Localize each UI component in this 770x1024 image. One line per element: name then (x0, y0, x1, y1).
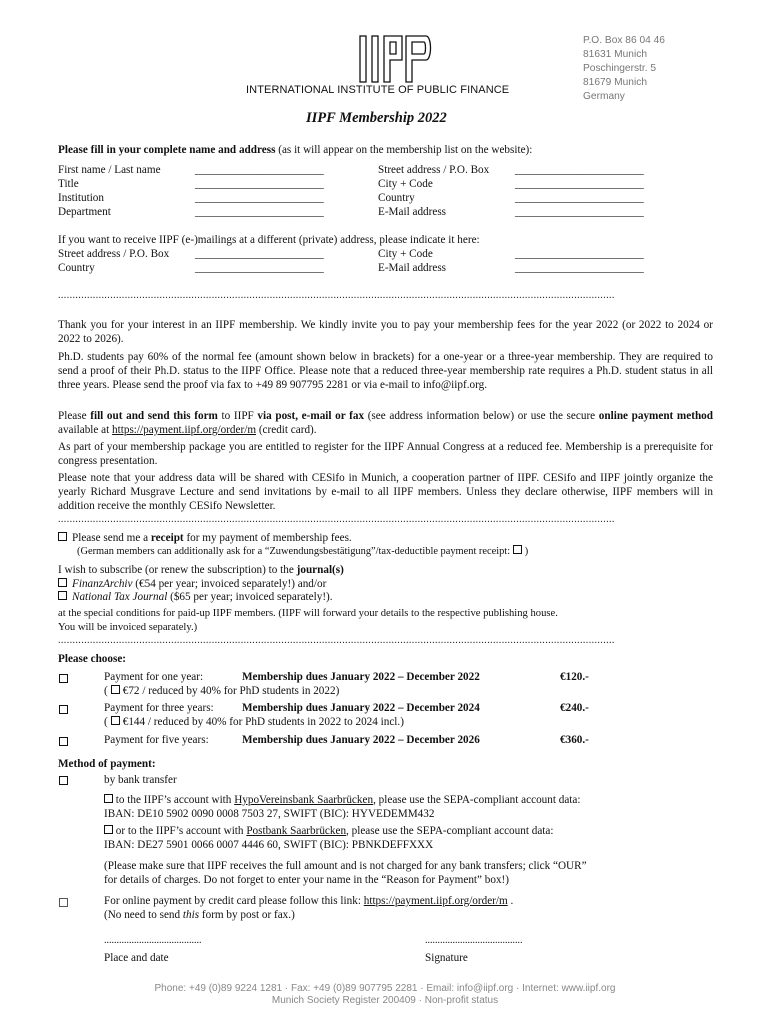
form-right-labels (378, 163, 489, 219)
fill-blank[interactable]: _______________________ (515, 262, 644, 274)
fill-blank[interactable]: _______________________ (195, 262, 324, 274)
zuwendung-checkbox[interactable] (513, 545, 522, 554)
place-date-label: Place and date (104, 952, 169, 964)
receipt-german: (German members can additionally ask for a “Zuwendungsbestätigung”/tax-deductible payment receipt: ) (77, 546, 529, 557)
fill-blank[interactable]: _______________________ (195, 192, 324, 204)
option-dues: Membership dues January 2022 – December 2024 (242, 702, 480, 714)
instruction: Please fill in your complete name and address (as it will appear on the membership list on the website): (58, 144, 533, 156)
account-hypo: to the IIPF’s account with HypoVereinsbank Saarbrücken, please use the SEPA-compliant account data: (104, 793, 581, 807)
iban-hypo: IBAN: DE10 5902 0090 0008 7503 27, SWIFT (BIC): HYVEDEMM432 (104, 808, 435, 820)
address-block (583, 34, 665, 104)
institute-name: INTERNATIONAL INSTITUTE OF PUBLIC FINANCE (246, 84, 510, 96)
option-note: ( €72 / reduced by 40% for PhD students in 2022) (104, 685, 340, 697)
option-price: €120.- (560, 671, 589, 683)
fill-blank[interactable]: _______________________ (515, 206, 644, 218)
option-three-years-checkbox[interactable] (59, 705, 68, 714)
form-left-labels (58, 163, 161, 219)
phd-checkbox[interactable] (111, 716, 120, 725)
private-note: If you want to receive IIPF (e-)mailings at a different (private) address, please indicate it here: (58, 234, 480, 246)
option-price: €360.- (560, 734, 589, 746)
iban-postbank: IBAN: DE27 5901 0066 0007 4446 60, SWIFT (BIC): PBNKDEFFXXX (104, 839, 434, 851)
receipt-checkbox[interactable] (58, 532, 67, 541)
private-left-blanks[interactable] (195, 247, 324, 275)
form-left-blanks[interactable] (195, 163, 324, 219)
signature-dots[interactable]: ....................................... (425, 935, 523, 946)
choose-heading: Please choose: (58, 653, 127, 665)
paragraph-congress: As part of your membership package you are entitled to register for the IIPF Annual Congress at a reduced fee. Membership is a prerequisite for congress presentation. (58, 441, 713, 467)
postbank-checkbox[interactable] (104, 825, 113, 834)
journal-ntj: National Tax Journal ($65 per year; invoiced separately!). (58, 590, 333, 604)
fill-blank[interactable]: _______________________ (195, 178, 324, 190)
field-label: Department (58, 206, 111, 218)
private-left-labels (58, 247, 169, 275)
option-price: €240.- (560, 702, 589, 714)
signature-label: Signature (425, 952, 468, 964)
option-label: Payment for five years: (104, 734, 209, 746)
field-label: Street address / P.O. Box (58, 248, 170, 260)
field-label: E-Mail address (378, 262, 447, 274)
phd-checkbox[interactable] (111, 685, 120, 694)
field-label: Title (58, 178, 79, 190)
paragraph-send: Please fill out and send this form to IIPF via post, e-mail or fax (see address information below) or use the secure online payment method available at https://payment.iipf.org/order/m (credit card). (58, 410, 713, 436)
online-payment-checkbox[interactable] (59, 898, 68, 907)
field-label: E-Mail address (378, 206, 447, 218)
address-line: P.O. Box 86 04 46 (583, 35, 665, 46)
field-label: Country (378, 192, 415, 204)
option-five-years-checkbox[interactable] (59, 737, 68, 746)
paragraph-intro: Thank you for your interest in an IIPF membership. We kindly invite you to pay your membership fees for the year 2022 (or 2022 to 2024 or 2022 to 2026). (58, 319, 713, 345)
fill-blank[interactable]: _______________________ (195, 248, 324, 260)
method-heading: Method of payment: (58, 758, 156, 770)
journal-intro: I wish to subscribe (or renew the subscription) to the journal(s) (58, 564, 344, 576)
account-postbank: or to the IIPF’s account with Postbank Saarbrücken, please use the SEPA-compliant account data: (104, 824, 553, 838)
address-line: Poschingerstr. 5 (583, 63, 657, 74)
option-one-year-checkbox[interactable] (59, 674, 68, 683)
fill-blank[interactable]: _______________________ (515, 178, 644, 190)
field-label: Country (58, 262, 95, 274)
fill-blank[interactable]: _______________________ (515, 192, 644, 204)
address-line: Germany (583, 91, 625, 102)
option-dues: Membership dues January 2022 – December 2026 (242, 734, 480, 746)
online-payment-link[interactable]: https://payment.iipf.org/order/m (363, 895, 508, 907)
online-payment-line: For online payment by credit card please follow this link: https://payment.iipf.org/order/m . (104, 895, 514, 907)
hypo-checkbox[interactable] (104, 794, 113, 803)
divider-dots: ................................................................................................................................................................................................ (58, 290, 615, 301)
finanzarchiv-checkbox[interactable] (58, 578, 67, 587)
divider-dots: ................................................................................................................................................................................................ (58, 635, 615, 646)
receipt-line: Please send me a receipt for my payment of membership fees. (58, 531, 352, 545)
private-right-blanks[interactable] (515, 247, 644, 275)
field-label: First name / Last name (58, 164, 161, 176)
form-right-blanks[interactable] (515, 163, 644, 219)
fill-blank[interactable]: _______________________ (195, 164, 324, 176)
ntj-checkbox[interactable] (58, 591, 67, 600)
paragraph-cesifo: Please note that your address data will be shared with CESifo in Munich, a cooperation partner of IIPF. CESifo and IIPF jointly organize the yearly Richard Musgrave Lecture and send invitations by e-mail to all IIPF members. Unless they declare otherwise, IIPF members will in addition receive the monthly CESifo Newsletter. (58, 472, 713, 512)
footer-contact: Phone: +49 (0)89 9224 1281 · Fax: +49 (0)89 907795 2281 · Email: info@iipf.org · Internet: www.iipf.org (154, 983, 616, 994)
fill-blank[interactable]: _______________________ (515, 248, 644, 260)
payment-link[interactable]: https://payment.iipf.org/order/m (112, 424, 257, 436)
field-label: City + Code (378, 178, 433, 190)
field-label: Street address / P.O. Box (378, 164, 490, 176)
journal-finanzarchiv: FinanzArchiv (€54 per year; invoiced separately!) and/or (58, 577, 326, 591)
charges-note: for details of charges. Do not forget to enter your name in the “Reason for Payment” box!) (104, 874, 510, 886)
online-payment-note: (No need to send this form by post or fax.) (104, 909, 295, 921)
bank-transfer-checkbox[interactable] (59, 776, 68, 785)
iipf-logo (358, 34, 434, 84)
paragraph-phd: Ph.D. students pay 60% of the normal fee (amount shown below in brackets) for a one-year or a three-year membership. They are required to send a proof of their Ph.D. status to the IIPF Office. Please note that a reduced three-year membership rate requires a Ph.D. student status in all three years. Please send the proof via fax to +49 89 907795 2281 or via e-mail to info@iipf.org. (58, 351, 713, 391)
option-dues: Membership dues January 2022 – December 2022 (242, 671, 480, 683)
bank-transfer-label: by bank transfer (104, 774, 177, 786)
divider-dots: ................................................................................................................................................................................................ (58, 514, 615, 525)
journal-conditions: at the special conditions for paid-up IIPF members. (IIPF will forward your details to the respective publishing house. (58, 608, 558, 619)
field-label: Institution (58, 192, 104, 204)
private-right-labels (378, 247, 446, 275)
fill-blank[interactable]: _______________________ (195, 206, 324, 218)
option-label: Payment for three years: (104, 702, 214, 714)
option-note: ( €144 / reduced by 40% for PhD students in 2022 to 2024 incl.) (104, 716, 404, 728)
option-label: Payment for one year: (104, 671, 204, 683)
field-label: City + Code (378, 248, 433, 260)
charges-note: (Please make sure that IIPF receives the full amount and is not charged for any bank transfers; click “OUR” (104, 860, 587, 872)
journal-invoice: You will be invoiced separately.) (58, 622, 198, 633)
address-line: 81631 Munich (583, 49, 648, 60)
place-date-dots[interactable]: ....................................... (104, 935, 202, 946)
page-title: IIPF Membership 2022 (306, 110, 447, 126)
footer-register: Munich Society Register 200409 · Non-profit status (271, 995, 499, 1006)
address-line: 81679 Munich (583, 77, 648, 88)
fill-blank[interactable]: _______________________ (515, 164, 644, 176)
